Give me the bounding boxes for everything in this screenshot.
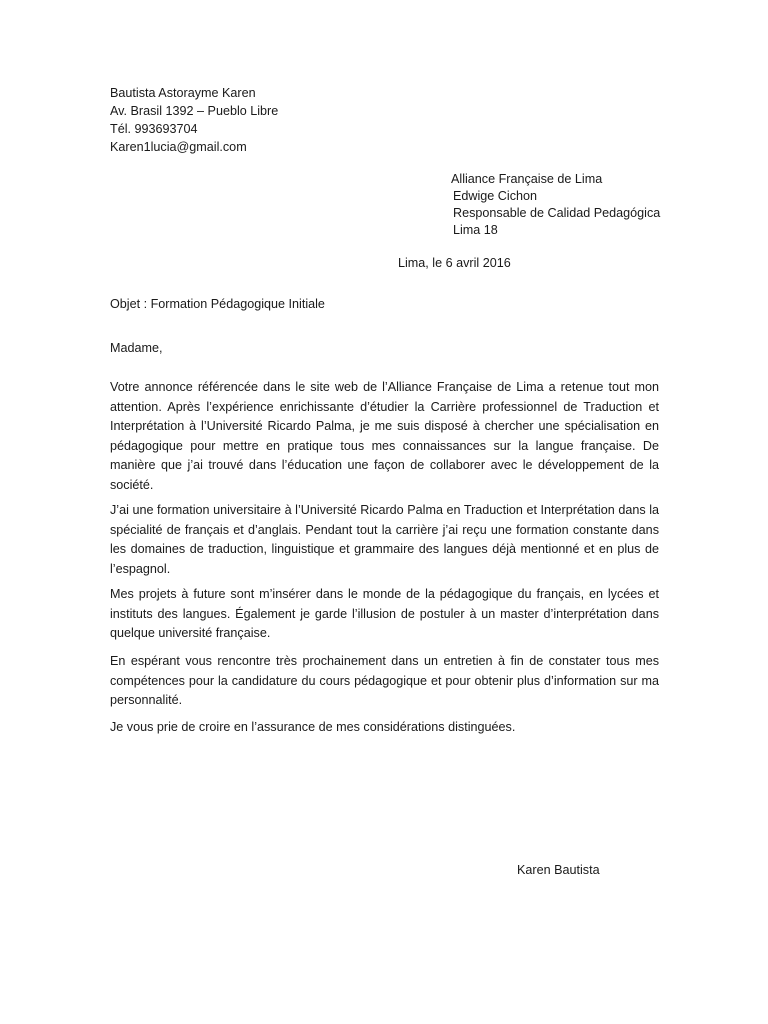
body-paragraph-5: Je vous prie de croire en l’assurance de mes considérations distinguées. (110, 720, 516, 734)
body-paragraph-2: J’ai une formation universitaire à l’Université Ricardo Palma en Traduction et Interprétation dans la spécialité de français et d’anglais. Pendant tout la carrière j’ai reçu une formation constante dans les domaines de traduction, linguistique et grammaire des langues déjà mentionné et en plus de l’espagnol. (110, 503, 659, 576)
recipient-city: Lima 18 (453, 223, 498, 237)
letter-salutation: Madame, (110, 341, 163, 355)
sender-phone: Tél. 993693704 (110, 122, 198, 136)
body-paragraph-1: Votre annonce référencée dans le site web de l’Alliance Française de Lima a retenue tout mon attention. Après l’expérience enrichissante d’étudier la Carrière professionnel de Traduction et Interprétation à l’Université Ricardo Palma, je me suis disposé à chercher une spécialisation en pédagogique pour mettre en pratique tous mes connaissances sur la langue française. De manière que j’ai trouvé dans l’éducation une façon de collaborer avec le développement de la société. (110, 380, 659, 492)
recipient-role: Responsable de Calidad Pedagógica (453, 206, 661, 220)
sender-address: Av. Brasil 1392 – Pueblo Libre (110, 104, 279, 118)
sender-name: Bautista Astorayme Karen (110, 86, 256, 100)
sender-email: Karen1lucia@gmail.com (110, 140, 247, 154)
body-paragraph-3: Mes projets à future sont m’insérer dans le monde de la pédagogique du français, en lycées et instituts des langues. Également je garde l’illusion de postuler à un master d’interprétation dans quelque université française. (110, 587, 659, 640)
recipient-person: Edwige Cichon (453, 189, 538, 203)
letter-date: Lima, le 6 avril 2016 (398, 256, 511, 270)
signature: Karen Bautista (517, 863, 600, 877)
body-paragraph-4: En espérant vous rencontre très prochainement dans un entretien à fin de constater tous mes compétences pour la candidature du cours pédagogique et pour obtenir plus d’information sur ma personnalité. (110, 654, 659, 707)
recipient-organization: Alliance Française de Lima (451, 172, 603, 186)
letter-subject: Objet : Formation Pédagogique Initiale (110, 297, 325, 311)
